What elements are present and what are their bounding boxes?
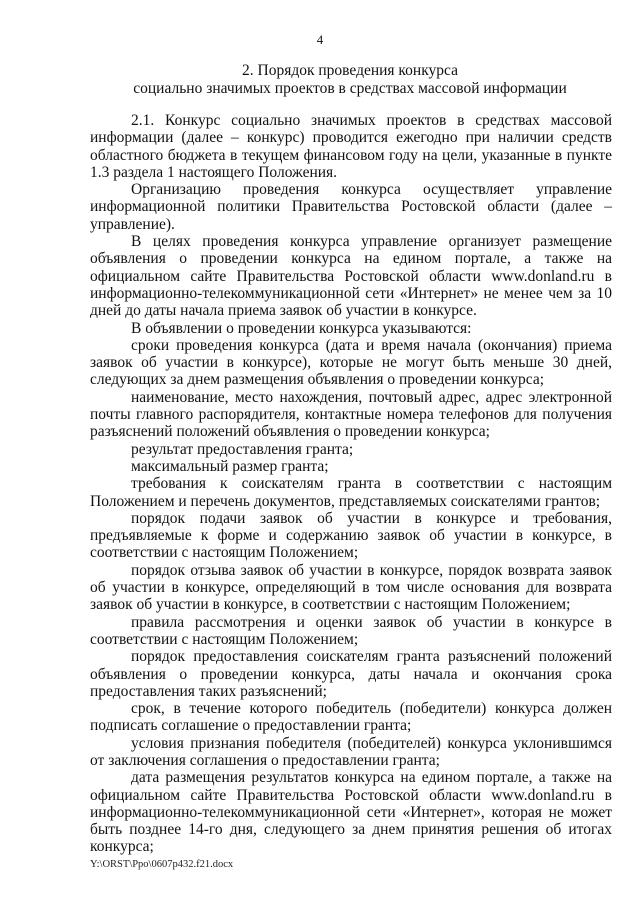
footer-file-path: Y:\ORST\Ppo\0607p432.f21.docx bbox=[90, 859, 234, 870]
paragraph: Организацию проведения конкурса осуществляет управление информационной политики Правительства Ростовской области (далее – управление). bbox=[90, 181, 612, 233]
list-item: порядок предоставления соискателям гранта разъяснений положений объявления о проведении конкурса, даты начала и окончания срока предоставления таких разъяснений; bbox=[90, 648, 612, 700]
section-title-line-1: 2. Порядок проведения конкурса bbox=[242, 62, 458, 79]
list-item: сроки проведения конкурса (дата и время начала (окончания) приема заявок об участии в конкурсе), которые не могут быть меньше 30 дней, следующих за днем размещения объявления о проведении конкурса; bbox=[90, 336, 612, 389]
list-item: результат предоставления гранта; bbox=[131, 440, 354, 458]
list-item: требования к соискателям гранта в соответствии с настоящим Положением и перечень документов, представляемых соискателями грантов; bbox=[90, 475, 612, 510]
list-item: дата размещения результатов конкурса на едином портале, а также на официальном сайте Правительства Ростовской области www.donland.ru в информационно-телекоммуникационной сети «Интернет», которая не может быть позднее 14-го дня, следующего за днем принятия решения об итогах конкурса; bbox=[90, 769, 612, 856]
paragraph: 2.1. Конкурс социально значимых проектов в средствах массовой информации (далее – конкурс) проводится ежегодно при наличии средств областного бюджета в текущем финансовом году на цели, указанные в пункте 1.3 раздела 1 настоящего Положения. bbox=[90, 112, 612, 181]
list-item: максимальный размер гранта; bbox=[131, 457, 329, 475]
list-item: правила рассмотрения и оценки заявок об участии в конкурсе в соответствии с настоящим Положением; bbox=[90, 613, 612, 648]
list-item: порядок подачи заявок об участии в конкурсе и требования, предъявляемые к форме и содержанию заявок об участии в конкурсе, в соответствии с настоящим Положением; bbox=[90, 509, 612, 562]
paragraph: В целях проведения конкурса управление организует размещение объявления о проведении конкурса на едином портале, а также на официальном сайте Правительства Ростовской области www.donland.ru в информационно-телекоммуникационной сети «Интернет» не менее чем за 10 дней до даты начала приема заявок об участии в конкурсе. bbox=[90, 233, 612, 320]
list-item: условия признания победителя (победителей) конкурса уклонившимся от заключения соглашения о предоставлении гранта; bbox=[90, 734, 612, 769]
list-item: порядок отзыва заявок об участии в конкурсе, порядок возврата заявок об участии в конкурсе, определяющий в том числе основания для возврата заявок об участии в конкурсе, в соответствии с настоящим Положением; bbox=[90, 561, 612, 614]
document-body bbox=[90, 112, 612, 856]
section-title bbox=[90, 62, 610, 98]
paragraph: В объявлении о проведении конкурса указываются: bbox=[131, 319, 472, 337]
list-item: наименование, место нахождения, почтовый адрес, адрес электронной почты главного распорядителя, контактные номера телефонов для получения разъяснений положений объявления о проведении конкурса; bbox=[90, 388, 612, 441]
section-title-line-2: социально значимых проектов в средствах массовой информации bbox=[133, 80, 567, 97]
list-item: срок, в течение которого победитель (победители) конкурса должен подписать соглашение о предоставлении гранта; bbox=[90, 700, 612, 735]
page-number: 4 bbox=[316, 32, 324, 47]
